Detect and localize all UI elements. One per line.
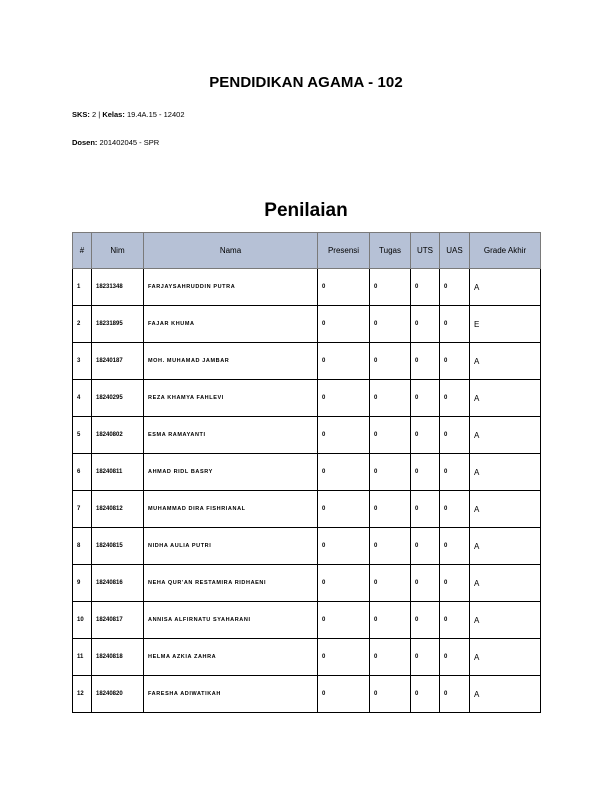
- uas-cell: 0: [440, 343, 470, 380]
- uas-cell: 0: [440, 676, 470, 713]
- presensi-cell: 0: [318, 306, 370, 343]
- section-heading: Penilaian: [264, 200, 348, 221]
- grades-table: [72, 232, 541, 713]
- header-grade-akhir: Grade Akhir: [470, 233, 541, 269]
- kelas-value: 19.4A.15 - 12402: [126, 110, 185, 119]
- tugas-cell: 0: [370, 380, 411, 417]
- row-number: 4: [73, 380, 92, 417]
- nama-cell: FARJAYSAHRUDDIN PUTRA: [144, 269, 318, 306]
- table-row: [73, 602, 541, 639]
- grade-cell: A: [470, 269, 541, 306]
- uts-cell: 0: [411, 454, 440, 491]
- uts-cell: 0: [411, 269, 440, 306]
- header-nama: Nama: [144, 233, 318, 269]
- nama-cell: NEHA QUR'AN RESTAMIRA RIDHAENI: [144, 565, 318, 602]
- row-number: 10: [73, 602, 92, 639]
- kelas-label: Kelas:: [102, 110, 125, 119]
- nama-cell: NIDHA AULIA PUTRI: [144, 528, 318, 565]
- dosen-label: Dosen:: [72, 138, 98, 147]
- tugas-cell: 0: [370, 306, 411, 343]
- grade-cell: A: [470, 602, 541, 639]
- nama-cell: FARESHA ADIWATIKAH: [144, 676, 318, 713]
- tugas-cell: 0: [370, 639, 411, 676]
- table-row: [73, 565, 541, 602]
- uts-cell: 0: [411, 528, 440, 565]
- presensi-cell: 0: [318, 343, 370, 380]
- nim-cell: 18240812: [92, 491, 144, 528]
- grade-cell: A: [470, 639, 541, 676]
- grade-cell: A: [470, 380, 541, 417]
- tugas-cell: 0: [370, 528, 411, 565]
- tugas-cell: 0: [370, 454, 411, 491]
- grade-cell: A: [470, 343, 541, 380]
- table-row: [73, 417, 541, 454]
- uts-cell: 0: [411, 676, 440, 713]
- header-number: #: [73, 233, 92, 269]
- table-row: [73, 639, 541, 676]
- grade-cell: A: [470, 528, 541, 565]
- grade-cell: A: [470, 676, 541, 713]
- table-row: [73, 269, 541, 306]
- presensi-cell: 0: [318, 269, 370, 306]
- row-number: 6: [73, 454, 92, 491]
- nama-cell: AHMAD RIDL BASRY: [144, 454, 318, 491]
- table-row: [73, 380, 541, 417]
- uas-cell: 0: [440, 454, 470, 491]
- tugas-cell: 0: [370, 417, 411, 454]
- header-nim: Nim: [92, 233, 144, 269]
- nama-cell: MOH. MUHAMAD JAMBAR: [144, 343, 318, 380]
- uas-cell: 0: [440, 417, 470, 454]
- row-number: 7: [73, 491, 92, 528]
- uas-cell: 0: [440, 491, 470, 528]
- dosen-value: 201402045 - SPR: [99, 138, 160, 147]
- table-row: [73, 343, 541, 380]
- nim-cell: 18240820: [92, 676, 144, 713]
- nim-cell: 18240802: [92, 417, 144, 454]
- header-uas: UAS: [440, 233, 470, 269]
- row-number: 12: [73, 676, 92, 713]
- uts-cell: 0: [411, 565, 440, 602]
- uas-cell: 0: [440, 269, 470, 306]
- table-header-row: [73, 233, 541, 269]
- uts-cell: 0: [411, 380, 440, 417]
- header-presensi: Presensi: [318, 233, 370, 269]
- grade-cell: A: [470, 491, 541, 528]
- table-row: [73, 454, 541, 491]
- uts-cell: 0: [411, 343, 440, 380]
- presensi-cell: 0: [318, 676, 370, 713]
- tugas-cell: 0: [370, 491, 411, 528]
- table-body: [73, 269, 541, 713]
- header-uts: UTS: [411, 233, 440, 269]
- table-row: [73, 676, 541, 713]
- tugas-cell: 0: [370, 269, 411, 306]
- nim-cell: 18240815: [92, 528, 144, 565]
- presensi-cell: 0: [318, 565, 370, 602]
- grade-cell: A: [470, 454, 541, 491]
- sks-value: 2: [92, 110, 97, 119]
- grade-cell: A: [470, 417, 541, 454]
- presensi-cell: 0: [318, 491, 370, 528]
- uts-cell: 0: [411, 639, 440, 676]
- tugas-cell: 0: [370, 343, 411, 380]
- presensi-cell: 0: [318, 380, 370, 417]
- nama-cell: MUHAMMAD DIRA FISHRIANAL: [144, 491, 318, 528]
- presensi-cell: 0: [318, 454, 370, 491]
- presensi-cell: 0: [318, 602, 370, 639]
- uas-cell: 0: [440, 380, 470, 417]
- grade-cell: E: [470, 306, 541, 343]
- nama-cell: ANNISA ALFIRNATU SYAHARANI: [144, 602, 318, 639]
- uas-cell: 0: [440, 602, 470, 639]
- tugas-cell: 0: [370, 602, 411, 639]
- uas-cell: 0: [440, 306, 470, 343]
- nim-cell: 18240187: [92, 343, 144, 380]
- uts-cell: 0: [411, 306, 440, 343]
- uas-cell: 0: [440, 639, 470, 676]
- nim-cell: 18240818: [92, 639, 144, 676]
- nim-cell: 18231348: [92, 269, 144, 306]
- row-number: 5: [73, 417, 92, 454]
- document-title: PENDIDIKAN AGAMA - 102: [209, 74, 403, 91]
- table-row: [73, 528, 541, 565]
- nama-cell: HELMA AZKIA ZAHRA: [144, 639, 318, 676]
- nim-cell: 18240816: [92, 565, 144, 602]
- tugas-cell: 0: [370, 565, 411, 602]
- nim-cell: 18240817: [92, 602, 144, 639]
- course-info-line: [72, 110, 184, 119]
- nama-cell: ESMA RAMAYANTI: [144, 417, 318, 454]
- table-row: [73, 491, 541, 528]
- nim-cell: 18240295: [92, 380, 144, 417]
- presensi-cell: 0: [318, 528, 370, 565]
- uts-cell: 0: [411, 602, 440, 639]
- tugas-cell: 0: [370, 676, 411, 713]
- lecturer-info-line: [72, 138, 159, 147]
- row-number: 11: [73, 639, 92, 676]
- row-number: 2: [73, 306, 92, 343]
- presensi-cell: 0: [318, 417, 370, 454]
- uas-cell: 0: [440, 528, 470, 565]
- table-row: [73, 306, 541, 343]
- grade-cell: A: [470, 565, 541, 602]
- header-tugas: Tugas: [370, 233, 411, 269]
- uts-cell: 0: [411, 491, 440, 528]
- nim-cell: 18231895: [92, 306, 144, 343]
- nama-cell: REZA KHAMYA FAHLEVI: [144, 380, 318, 417]
- presensi-cell: 0: [318, 639, 370, 676]
- nim-cell: 18240811: [92, 454, 144, 491]
- sks-label: SKS:: [72, 110, 90, 119]
- uts-cell: 0: [411, 417, 440, 454]
- nama-cell: FAJAR KHUMA: [144, 306, 318, 343]
- info-separator: |: [98, 110, 101, 119]
- uas-cell: 0: [440, 565, 470, 602]
- row-number: 1: [73, 269, 92, 306]
- row-number: 9: [73, 565, 92, 602]
- row-number: 8: [73, 528, 92, 565]
- row-number: 3: [73, 343, 92, 380]
